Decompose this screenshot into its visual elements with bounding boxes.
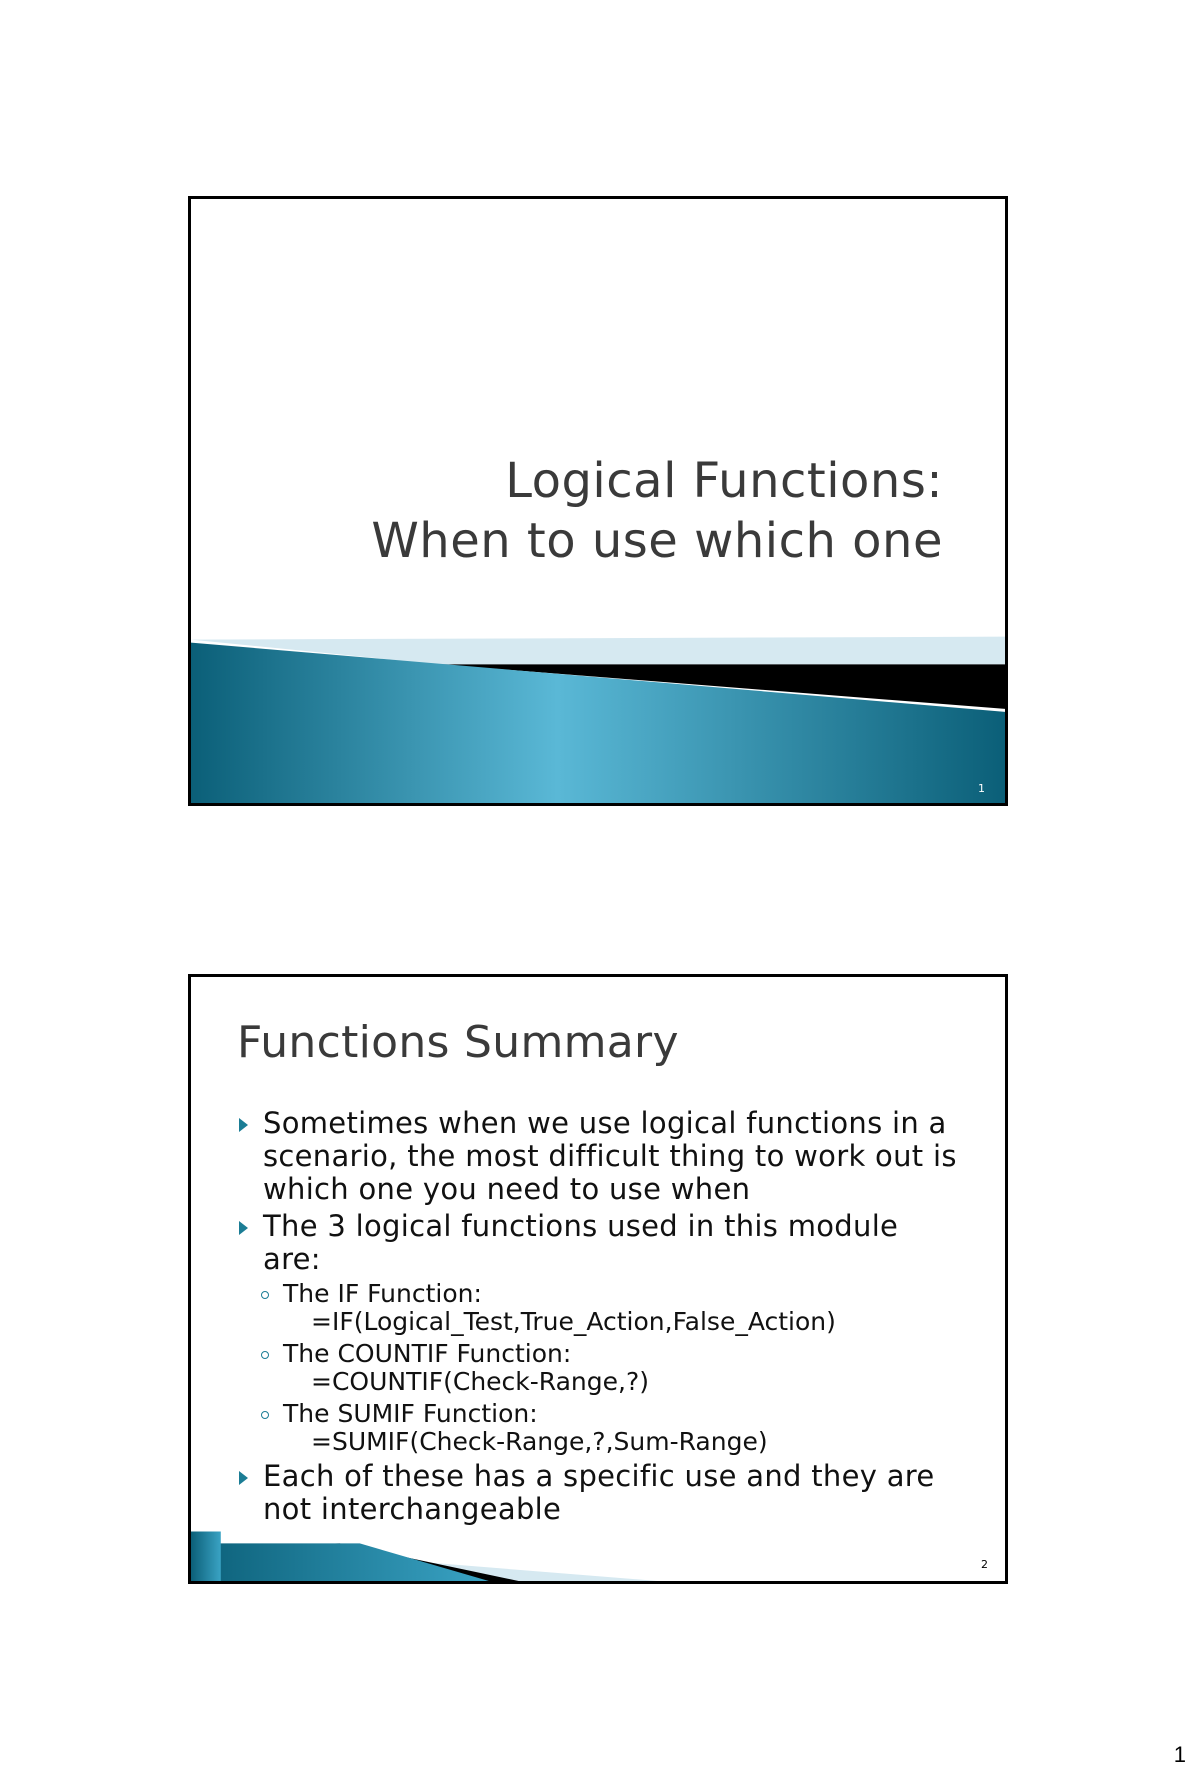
slide-title-line-1: Logical Functions: <box>505 453 943 509</box>
bullet-text: Each of these has a specific use and they are not interchangeable <box>263 1459 935 1526</box>
bullet-item <box>237 1460 957 1526</box>
bullet-item <box>237 1210 957 1276</box>
page-number: 1 <box>1173 1742 1186 1767</box>
slide-title-line-2: When to use which one <box>371 513 943 569</box>
function-item-sumif <box>237 1400 957 1456</box>
slide-number: 2 <box>981 1558 988 1571</box>
function-label: The IF Function: <box>283 1279 482 1308</box>
bullet-circle-icon <box>261 1411 269 1419</box>
slide-number: 1 <box>978 782 985 795</box>
slide-1 <box>188 196 1008 806</box>
slide-title <box>371 451 943 571</box>
bullet-arrow-icon <box>239 1471 248 1485</box>
slide-title: Functions Summary <box>237 1017 679 1068</box>
bullet-circle-icon <box>261 1291 269 1299</box>
function-formula: =IF(Logical_Test,True_Action,False_Action) <box>311 1307 836 1336</box>
function-item-if <box>237 1280 957 1336</box>
bullet-item <box>237 1107 957 1206</box>
slide-2 <box>188 974 1008 1584</box>
bullet-circle-icon <box>261 1351 269 1359</box>
bullet-text: The 3 logical functions used in this module are: <box>263 1209 899 1276</box>
function-label: The SUMIF Function: <box>283 1399 538 1428</box>
function-item-countif <box>237 1340 957 1396</box>
bullet-arrow-icon <box>239 1221 248 1235</box>
function-formula: =COUNTIF(Check-Range,?) <box>311 1367 649 1396</box>
function-list <box>237 1280 957 1456</box>
function-formula: =SUMIF(Check-Range,?,Sum-Range) <box>311 1427 768 1456</box>
bullet-text: Sometimes when we use logical functions in a scenario, the most difficult thing to work out is which one you need to use when <box>263 1106 957 1206</box>
slide-body <box>237 1107 957 1530</box>
function-label: The COUNTIF Function: <box>283 1339 572 1368</box>
bullet-arrow-icon <box>239 1118 248 1132</box>
